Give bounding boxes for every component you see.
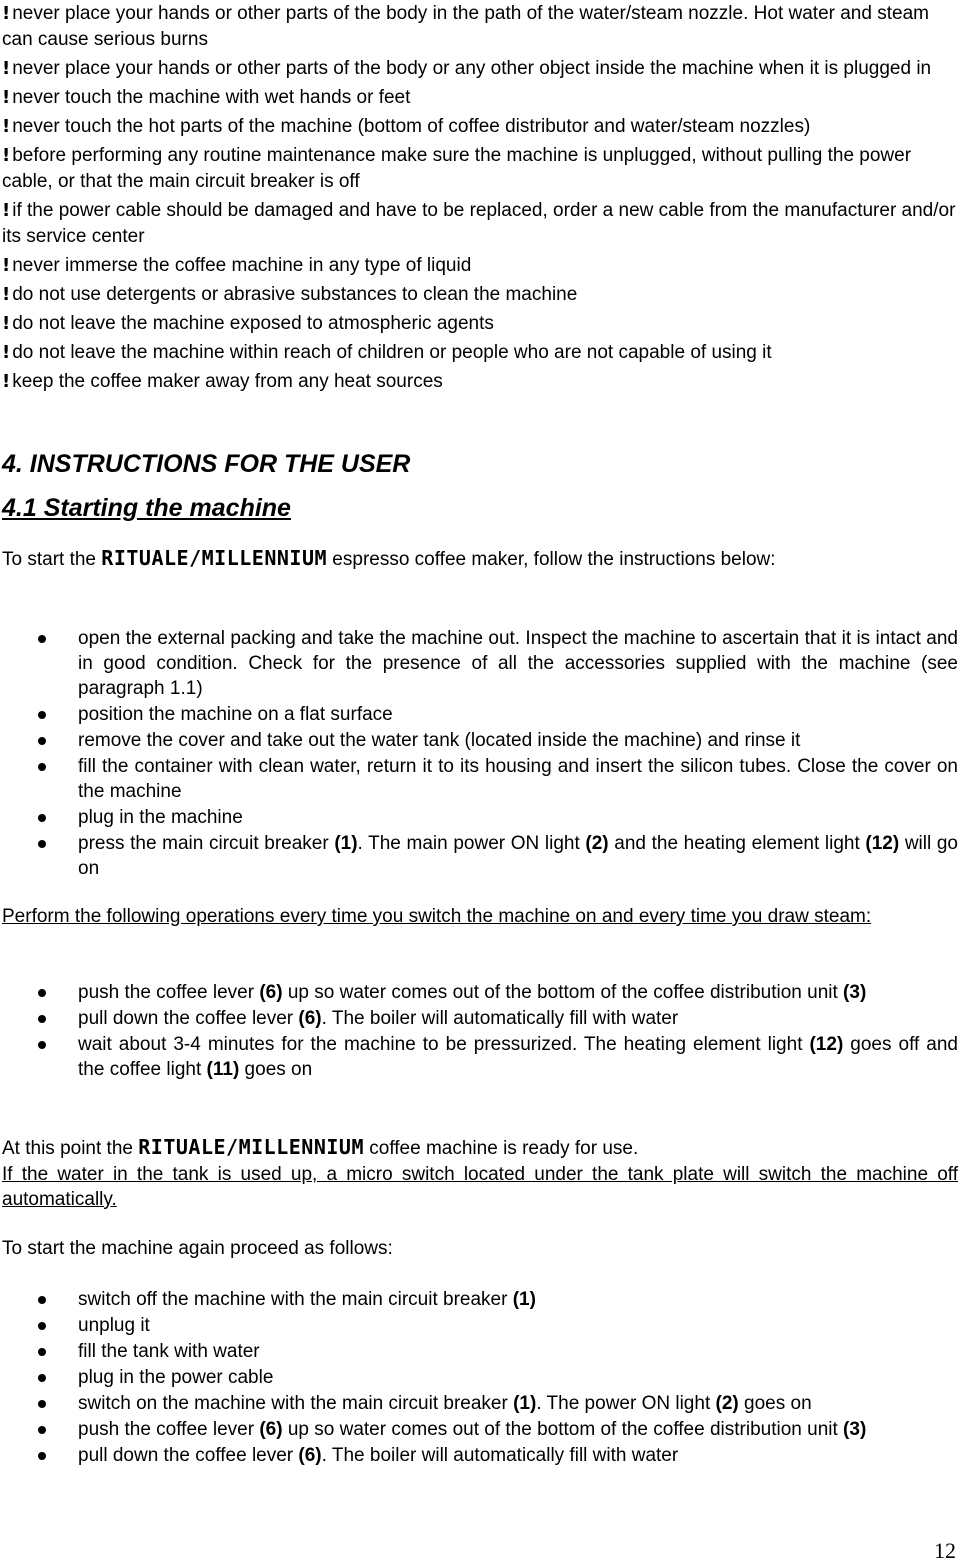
warning-item: ! never touch the machine with wet hands or feet xyxy=(2,87,411,108)
warning-item: ! if the power cable should be damaged and have to be replaced, order a new cable from the manufacturer and/or its service center xyxy=(2,200,956,247)
draw-steps-list xyxy=(0,980,958,1083)
list-item: remove the cover and take out the water tank (located inside the machine) and rinse it xyxy=(0,728,958,753)
list-item: pull down the coffee lever (6). The boiler will automatically fill with water xyxy=(0,1006,958,1031)
list-item: position the machine on a flat surface xyxy=(0,702,958,727)
exclamation-icon: ! xyxy=(2,200,11,221)
list-item: switch off the machine with the main circuit breaker (1) xyxy=(0,1287,958,1312)
part-reference: (6) xyxy=(298,1008,322,1029)
part-reference: (3) xyxy=(843,982,867,1003)
part-reference: (6) xyxy=(298,1445,322,1466)
warning-item: ! never place your hands or other parts of the body in the path of the water/steam nozzle. Hot water and steam can cause serious burns xyxy=(2,3,929,50)
part-reference: (2) xyxy=(715,1393,739,1414)
ready-paragraph: At this point the RITUALE/MILLENNIUM coffee machine is ready for use. xyxy=(2,1135,639,1159)
warning-item: ! never place your hands or other parts of the body or any other object inside the machine when it is plugged in xyxy=(2,58,932,79)
list-item: fill the container with clean water, return it to its housing and insert the silicon tubes. Close the cover on the machine xyxy=(0,754,958,804)
exclamation-icon: ! xyxy=(2,313,11,334)
exclamation-icon: ! xyxy=(2,255,11,276)
exclamation-icon: ! xyxy=(2,116,11,137)
start-steps-list xyxy=(0,626,958,882)
exclamation-icon: ! xyxy=(2,371,11,392)
part-reference: (11) xyxy=(206,1059,240,1080)
exclamation-icon: ! xyxy=(2,58,11,79)
perform-note: Perform the following operations every time you switch the machine on and every time you draw steam: xyxy=(2,906,872,927)
part-reference: (12) xyxy=(865,833,900,854)
part-reference: (3) xyxy=(843,1419,867,1440)
safety-warnings-list xyxy=(2,1,958,398)
list-item: switch on the machine with the main circuit breaker (1). The power ON light (2) goes on xyxy=(0,1391,958,1416)
part-reference: (1) xyxy=(513,1393,537,1414)
list-item: fill the tank with water xyxy=(0,1339,958,1364)
restart-steps-list xyxy=(0,1287,958,1469)
brand-name: RITUALE/MILLENNIUM xyxy=(101,546,328,570)
list-item: pull down the coffee lever (6). The boiler will automatically fill with water xyxy=(0,1443,958,1468)
list-item: open the external packing and take the machine out. Inspect the machine to ascertain that it is intact and in good condition. Check for the presence of all the accessories supplied with the machine (see paragraph 1.1) xyxy=(0,626,958,701)
list-item: plug in the power cable xyxy=(0,1365,958,1390)
exclamation-icon: ! xyxy=(2,145,11,166)
page-number: 12 xyxy=(934,1538,956,1563)
section-heading: 4. INSTRUCTIONS FOR THE USER xyxy=(2,450,411,478)
restart-intro: To start the machine again proceed as follows: xyxy=(2,1238,393,1259)
intro-paragraph: To start the RITUALE/MILLENNIUM espresso coffee maker, follow the instructions below: xyxy=(2,546,776,570)
warning-item: ! never immerse the coffee machine in any type of liquid xyxy=(2,255,472,276)
list-item: plug in the machine xyxy=(0,805,958,830)
subsection-heading: 4.1 Starting the machine xyxy=(2,494,291,522)
list-item: push the coffee lever (6) up so water comes out of the bottom of the coffee distribution unit (3) xyxy=(0,980,958,1005)
part-reference: (1) xyxy=(512,1289,536,1310)
part-reference: (6) xyxy=(259,1419,283,1440)
part-reference: (6) xyxy=(259,982,283,1003)
list-item: wait about 3-4 minutes for the machine to be pressurized. The heating element light (12) goes off and the coffee light (11) goes on xyxy=(0,1032,958,1082)
warning-item: ! keep the coffee maker away from any heat sources xyxy=(2,371,443,392)
warning-item: ! do not leave the machine within reach of children or people who are not capable of using it xyxy=(2,342,772,363)
part-reference: (12) xyxy=(809,1034,844,1055)
warning-item: ! before performing any routine maintenance make sure the machine is unplugged, without pulling the power cable, or that the main circuit breaker is off xyxy=(2,145,912,192)
warning-item: ! do not leave the machine exposed to atmospheric agents xyxy=(2,313,494,334)
list-item: press the main circuit breaker (1). The main power ON light (2) and the heating element light (12) will go on xyxy=(0,831,958,881)
part-reference: (2) xyxy=(585,833,609,854)
micro-switch-note: If the water in the tank is used up, a micro switch located under the tank plate will switch the machine off automatically. xyxy=(2,1164,958,1210)
warning-item: ! never touch the hot parts of the machine (bottom of coffee distributor and water/steam nozzles) xyxy=(2,116,811,137)
exclamation-icon: ! xyxy=(2,87,11,108)
list-item: unplug it xyxy=(0,1313,958,1338)
exclamation-icon: ! xyxy=(2,284,11,305)
brand-name: RITUALE/MILLENNIUM xyxy=(138,1135,364,1159)
list-item: push the coffee lever (6) up so water comes out of the bottom of the coffee distribution unit (3) xyxy=(0,1417,958,1442)
part-reference: (1) xyxy=(334,833,358,854)
warning-item: ! do not use detergents or abrasive substances to clean the machine xyxy=(2,284,578,305)
exclamation-icon: ! xyxy=(2,3,11,24)
exclamation-icon: ! xyxy=(2,342,11,363)
